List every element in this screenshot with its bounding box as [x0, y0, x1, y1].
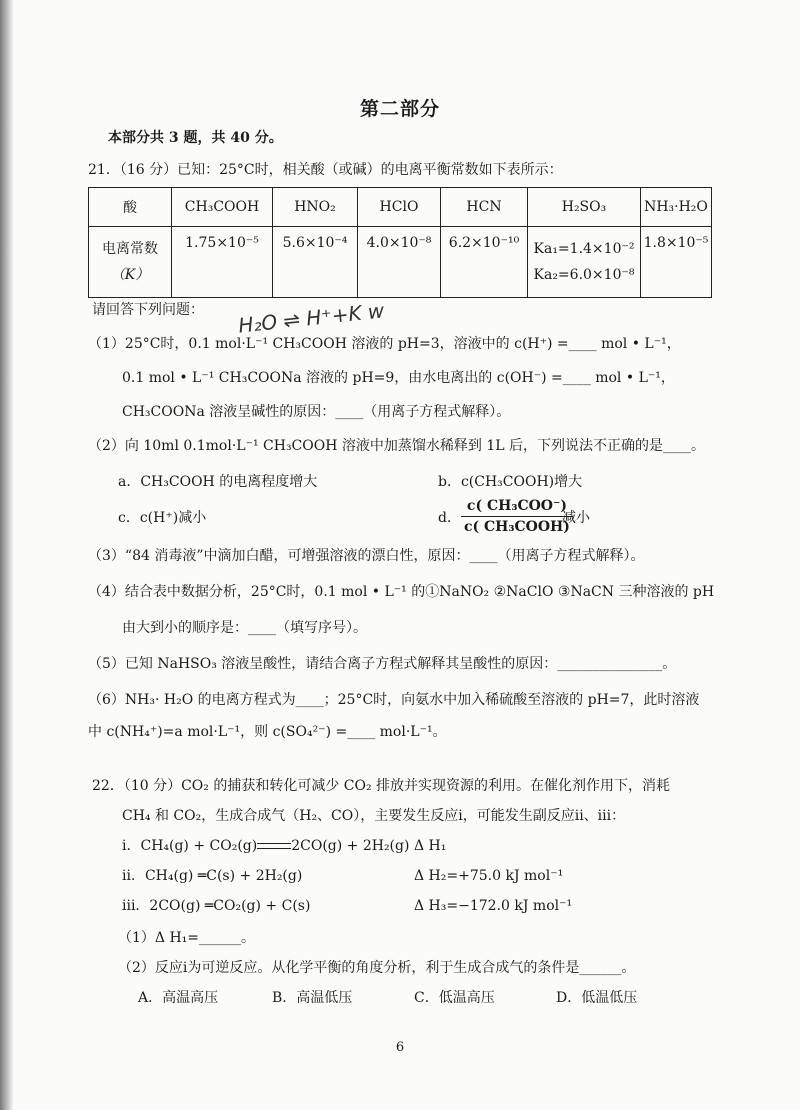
table-cell: 1.8×10⁻⁵ — [641, 227, 712, 298]
q21-p2-line: （2）向 10ml 0.1mol·L⁻¹ CH₃COOH 溶液中加蒸馏水稀释到 1L 后，下列说法不正确的是____。 — [88, 438, 705, 454]
q21-p5-line: （5）已知 NaHSO₃ 溶液呈酸性，请结合离子方程式解释其呈酸性的原因：_______________。 — [88, 656, 677, 672]
q21-p6-line2: 中 c(NH₄⁺)=a mol·L⁻¹，则 c(SO₄²⁻) =____ mol·L⁻¹。 — [88, 724, 447, 740]
table-header-cell: 酸 — [89, 188, 172, 227]
table-header-cell: HNO₂ — [273, 188, 358, 227]
q21-p4-line1: （4）结合表中数据分析，25°C时，0.1 mol • L⁻¹ 的①NaNO₂ ②NaClO ③NaCN 三种溶液的 pH — [88, 584, 715, 600]
fraction-denominator: c( CH₃COOH) — [464, 519, 570, 535]
q21-p1-line3: CH₃COONa 溶液呈碱性的原因：____（用离子方程式解释）。 — [122, 404, 511, 420]
ionization-constant-table — [88, 187, 712, 298]
q22-reaction-i — [122, 836, 409, 856]
q21-p2-option-c: c．c(H⁺)减小 — [118, 510, 207, 526]
q21-p3-line: （3）“84 消毒液”中滴加白醋，可增强溶液的漂白性，原因：____（用离子方程式解释）。 — [88, 548, 645, 564]
table-header-cell: NH₃·H₂O — [641, 188, 712, 227]
row-label-line2: （K） — [110, 267, 150, 283]
q22-option-d: D．低温低压 — [556, 990, 638, 1006]
handwritten-note: H₂O ⇌ H⁺+K w — [237, 298, 386, 338]
table-cell-h2so3 — [528, 227, 641, 298]
q21-p2-option-b: b．c(CH₃COOH)增大 — [438, 474, 583, 490]
h2so3-ka1: Ka₁=1.4×10⁻² — [533, 241, 635, 257]
page-number: 6 — [395, 1040, 405, 1055]
section-intro: 本部分共 3 题，共 40 分。 — [108, 130, 283, 146]
table-header-row — [89, 188, 712, 227]
q22-dh3: Δ H₃=−172.0 kJ mol⁻¹ — [414, 898, 573, 914]
table-header-cell: CH₃COOH — [172, 188, 273, 227]
q22-option-c: C．低温高压 — [414, 990, 495, 1006]
q22-dh2: Δ H₂=+75.0 kJ mol⁻¹ — [414, 868, 564, 884]
table-cell: 4.0×10⁻⁸ — [358, 227, 441, 298]
h2so3-ka2: Ka₂=6.0×10⁻⁸ — [533, 267, 635, 283]
q22-dh1: Δ H₁ — [414, 838, 447, 854]
fraction-expression — [461, 496, 573, 537]
q22-reaction-iii: iii．2CO(g) ═CO₂(g) + C(s) — [122, 898, 311, 914]
table-cell: 1.75×10⁻⁵ — [172, 227, 273, 298]
q22-stem-line1: 22．（10 分）CO₂ 的捕获和转化可减少 CO₂ 排放并实现资源的利用。在催化剂作用下，消耗 — [92, 778, 671, 794]
q21-p6-line1: （6）NH₃· H₂O 的电离方程式为____；25°C时，向氨水中加入稀硫酸至溶液的 pH=7，此时溶液 — [88, 692, 700, 708]
table-cell: 6.2×10⁻¹⁰ — [441, 227, 528, 298]
scan-edge-shadow — [0, 0, 14, 1110]
q21-p1-line1: （1）25°C时，0.1 mol·L⁻¹ CH₃COOH 溶液的 pH=3，溶液中的 c(H⁺) =____ mol • L⁻¹， — [88, 336, 681, 352]
table-header-cell: HClO — [358, 188, 441, 227]
table-row-label — [89, 227, 172, 298]
reaction-i-left: i．CH₄(g) + CO₂(g) — [122, 838, 258, 854]
q21-p2-option-d-suffix: 减小 — [562, 510, 590, 526]
q21-p2-option-a: a．CH₃COOH 的电离程度增大 — [118, 474, 318, 490]
q22-stem-line2: CH₄ 和 CO₂，生成合成气（H₂、CO），主要发生反应i，可能发生副反应ii、iii： — [122, 808, 626, 824]
reversible-arrow-icon — [257, 840, 291, 852]
q21-prompt: 请回答下列问题： — [92, 302, 204, 318]
q21-stem: 21．（16 分）已知：25°C时，相关酸（或碱）的电离平衡常数如下表所示： — [88, 162, 563, 178]
reaction-i-right: 2CO(g) + 2H₂(g) — [291, 838, 410, 854]
q21-p4-line2: 由大到小的顺序是：____（填写序号）。 — [122, 620, 367, 636]
q21-p1-line2: 0.1 mol • L⁻¹ CH₃COONa 溶液的 pH=9，由水电离出的 c(OH⁻) =____ mol • L⁻¹， — [122, 370, 675, 386]
q22-p1-line: （1）Δ H₁=______。 — [118, 930, 256, 946]
q22-reaction-ii: ii．CH₄(g) ═C(s) + 2H₂(g) — [122, 868, 303, 884]
table-header-cell: H₂SO₃ — [528, 188, 641, 227]
table-cell: 5.6×10⁻⁴ — [273, 227, 358, 298]
q22-option-b: B．高温低压 — [272, 990, 353, 1006]
section-title: 第二部分 — [359, 98, 440, 120]
table-header-cell: HCN — [441, 188, 528, 227]
row-label-line1: 电离常数 — [102, 241, 158, 257]
fraction-numerator: c( CH₃COO⁻) — [461, 496, 573, 517]
table-value-row — [89, 227, 712, 298]
q21-p2-option-d-prefix: d． — [438, 510, 461, 526]
q22-option-a: A．高温高压 — [138, 990, 219, 1006]
q22-p2-line: （2）反应i为可逆反应。从化学平衡的角度分析，利于生成合成气的条件是______。 — [118, 960, 636, 976]
